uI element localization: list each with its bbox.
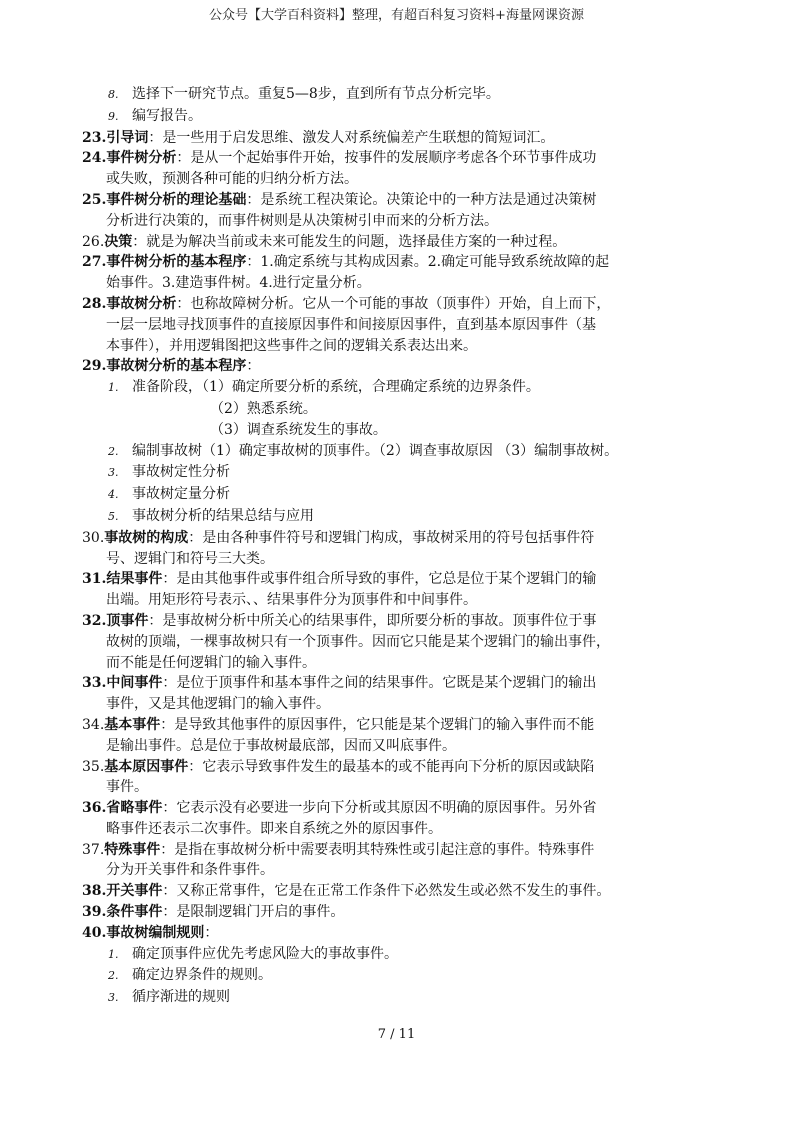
item-text: ：又称正常事件，它是在正常工作条件下必然发生或必然不发生的事件。	[162, 883, 611, 900]
sub-number: 1.	[108, 947, 119, 961]
sub-text: 循序渐进的规则	[132, 989, 230, 1006]
text-line: 分为开关事件和条件事件。	[106, 862, 274, 879]
item-text: ：也称故障树分析。它从一个可能的事故（顶事件）开始，自上而下，	[176, 295, 611, 312]
text-line: 号、逻辑门和符号三大类。	[106, 550, 274, 567]
text-line	[82, 881, 682, 902]
text-line	[82, 715, 682, 736]
item-term: 结果事件	[106, 571, 163, 588]
item-number: 38.	[82, 883, 107, 900]
text-line: （3）调查系统发生的事故。	[210, 421, 387, 438]
sub-number: 2.	[108, 444, 119, 458]
text-line	[82, 190, 682, 211]
item-term: 省略事件	[106, 800, 163, 817]
sub-text: 确定边界条件的规则。	[132, 967, 272, 984]
text-line: 出端。用矩形符号表示、、结果事件分为顶事件和中间事件。	[106, 592, 477, 609]
text-line	[82, 569, 682, 590]
text-line	[82, 106, 682, 128]
text-line: 事件。	[106, 779, 148, 796]
sub-number: 2.	[108, 969, 119, 983]
text-line	[82, 757, 682, 778]
document-body	[82, 84, 682, 1009]
text-line	[82, 252, 682, 273]
item-term: 事件树分析的基本程序	[106, 254, 247, 271]
item-text: ：是从一个起始事件开始，按事件的发展顺序考虑各个环节事件成功	[176, 150, 597, 167]
text-line	[82, 840, 682, 861]
sub-number: 9.	[108, 109, 119, 123]
item-number: 30.	[82, 529, 105, 546]
sub-text: 事故树分析的结果总结与应用	[132, 507, 314, 524]
text-line: 事件，又是其他逻辑门的输入事件。	[106, 696, 330, 713]
item-number: 34.	[82, 716, 105, 733]
item-text: ：是限制逻辑门开启的事件。	[162, 904, 345, 921]
text-line: 始事件。3.建造事件树。4.进行定量分析。	[106, 275, 371, 292]
item-text: ：是导致其他事件的原因事件，它只能是某个逻辑门的输入事件而不能	[160, 716, 595, 733]
sub-number: 8.	[108, 88, 119, 101]
item-term: 事故树分析	[106, 295, 177, 312]
item-term: 顶事件	[106, 612, 149, 629]
sub-text: 选择下一研究节点。重复5—8步，直到所有节点分析完毕。	[132, 86, 500, 102]
sub-text: 编制事故树（1）确定事故树的顶事件。（2）调查事故原因 （3）编制事故树。	[132, 442, 619, 459]
item-term: 事件树分析的理论基础	[106, 191, 247, 208]
sub-text: 确定顶事件应优先考虑风险大的事故事件。	[132, 945, 398, 962]
item-number: 39.	[82, 904, 107, 921]
text-line	[82, 462, 682, 484]
text-line	[82, 84, 682, 106]
item-number: 23.	[82, 129, 107, 146]
item-term: 决策	[104, 233, 133, 250]
text-line	[82, 506, 682, 528]
sub-number: 4.	[108, 488, 119, 502]
item-text: ：	[246, 358, 261, 375]
item-text: ：就是为解决当前或未来可能发生的问题，选择最佳方案的一种过程。	[132, 233, 567, 250]
item-number: 31.	[82, 571, 107, 588]
item-term: 事故树编制规则	[106, 924, 205, 941]
text-line: 故树的顶端，一棵事故树只有一个顶事件。因而它只能是某个逻辑门的输出事件，	[106, 633, 610, 650]
sub-number: 5.	[108, 509, 119, 523]
item-term: 事故树的构成	[104, 529, 189, 546]
sub-text: 准备阶段，（1）确定所要分析的系统，合理确定系统的边界条件。	[132, 379, 540, 396]
text-line	[82, 232, 682, 253]
text-line	[82, 528, 682, 549]
sub-number: 1.	[108, 381, 119, 395]
page-number: 7 / 11	[377, 1027, 416, 1042]
sub-number: 3.	[108, 466, 119, 480]
sub-text: 事故树定性分析	[132, 464, 230, 481]
text-line	[82, 356, 682, 377]
text-line: 一层一层地寻找顶事件的直接原因事件和间接原因事件，直到基本原因事件（基	[106, 316, 596, 333]
item-text: ：是事故树分析中所关心的结果事件，即所要分析的事故。顶事件位于事	[148, 612, 597, 629]
item-number: 32.	[82, 612, 107, 629]
text-line	[82, 798, 682, 819]
item-text: ：是由其他事件或事件组合所导致的事件，它总是位于某个逻辑门的输	[162, 571, 597, 588]
text-line: 略事件还表示二次事件。即来自系统之外的原因事件。	[106, 820, 442, 837]
item-term: 特殊事件	[104, 841, 161, 858]
item-number: 35.	[82, 758, 105, 775]
item-text: ：是位于顶事件和基本事件之间的结果事件。它既是某个逻辑门的输出	[162, 675, 597, 692]
item-number: 33.	[82, 675, 107, 692]
text-line	[82, 611, 682, 632]
item-text: ：它表示导致事件发生的最基本的或不能再向下分析的原因或缺陷	[188, 758, 595, 775]
text-line: 本事件），并用逻辑图把这些事件之间的逻辑关系表达出来。	[106, 337, 477, 354]
sub-text: 事故树定量分析	[132, 486, 230, 503]
text-line	[82, 441, 682, 463]
item-term: 事故树分析的基本程序	[106, 358, 247, 375]
text-line: 分析进行决策的，而事件树则是从决策树引申而来的分析方法。	[106, 212, 498, 229]
item-term: 开关事件	[106, 883, 163, 900]
item-text: ：	[204, 924, 219, 941]
item-term: 引导词	[106, 129, 149, 146]
item-number: 27.	[82, 254, 107, 271]
item-text: ：1.确定系统与其构成因素。2.确定可能导致系统故障的起	[246, 254, 610, 271]
item-term: 中间事件	[106, 675, 163, 692]
item-term: 条件事件	[106, 904, 163, 921]
text-line: （2）熟悉系统。	[210, 400, 317, 417]
item-text: ：是指在事故树分析中需要表明其特殊性或引起注意的事件。特殊事件	[160, 841, 595, 858]
text-line: 或失败，预测各种可能的归纳分析方法。	[106, 171, 358, 188]
item-number: 26.	[82, 233, 105, 250]
item-number: 36.	[82, 800, 107, 817]
text-line	[82, 965, 682, 987]
item-text: ：它表示没有必要进一步向下分析或其原因不明确的原因事件。另外省	[162, 800, 597, 817]
text-line	[82, 294, 682, 315]
text-line	[82, 148, 682, 169]
item-term: 事件树分析	[106, 150, 177, 167]
item-number: 28.	[82, 295, 107, 312]
item-number: 29.	[82, 358, 107, 375]
text-line	[82, 902, 682, 923]
item-text: ：是由各种事件符号和逻辑门构成，事故树采用的符号包括事件符	[188, 529, 595, 546]
text-line	[82, 128, 682, 149]
item-text: ：是系统工程决策论。决策论中的一种方法是通过决策树	[246, 191, 597, 208]
text-line	[82, 673, 682, 694]
sub-text: 编写报告。	[132, 107, 202, 124]
text-line	[82, 987, 682, 1009]
page-header: 公众号【大学百科资料】整理，有超百科复习资料+海量网课资源	[209, 8, 584, 23]
item-term: 基本原因事件	[104, 758, 189, 775]
sub-number: 3.	[108, 991, 119, 1005]
text-line	[82, 944, 682, 966]
text-line	[82, 377, 682, 399]
item-number: 24.	[82, 150, 107, 167]
text-line	[82, 484, 682, 506]
item-number: 37.	[82, 841, 105, 858]
item-text: ：是一些用于启发思维、激发人对系统偏差产生联想的简短词汇。	[148, 129, 555, 146]
text-line	[82, 923, 682, 944]
item-number: 40.	[82, 924, 107, 941]
text-line: 而不能是任何逻辑门的输入事件。	[106, 654, 316, 671]
item-number: 25.	[82, 191, 107, 208]
text-line: 是输出事件。总是位于事故树最底部，因而又叫底事件。	[106, 737, 456, 754]
item-term: 基本事件	[104, 716, 161, 733]
